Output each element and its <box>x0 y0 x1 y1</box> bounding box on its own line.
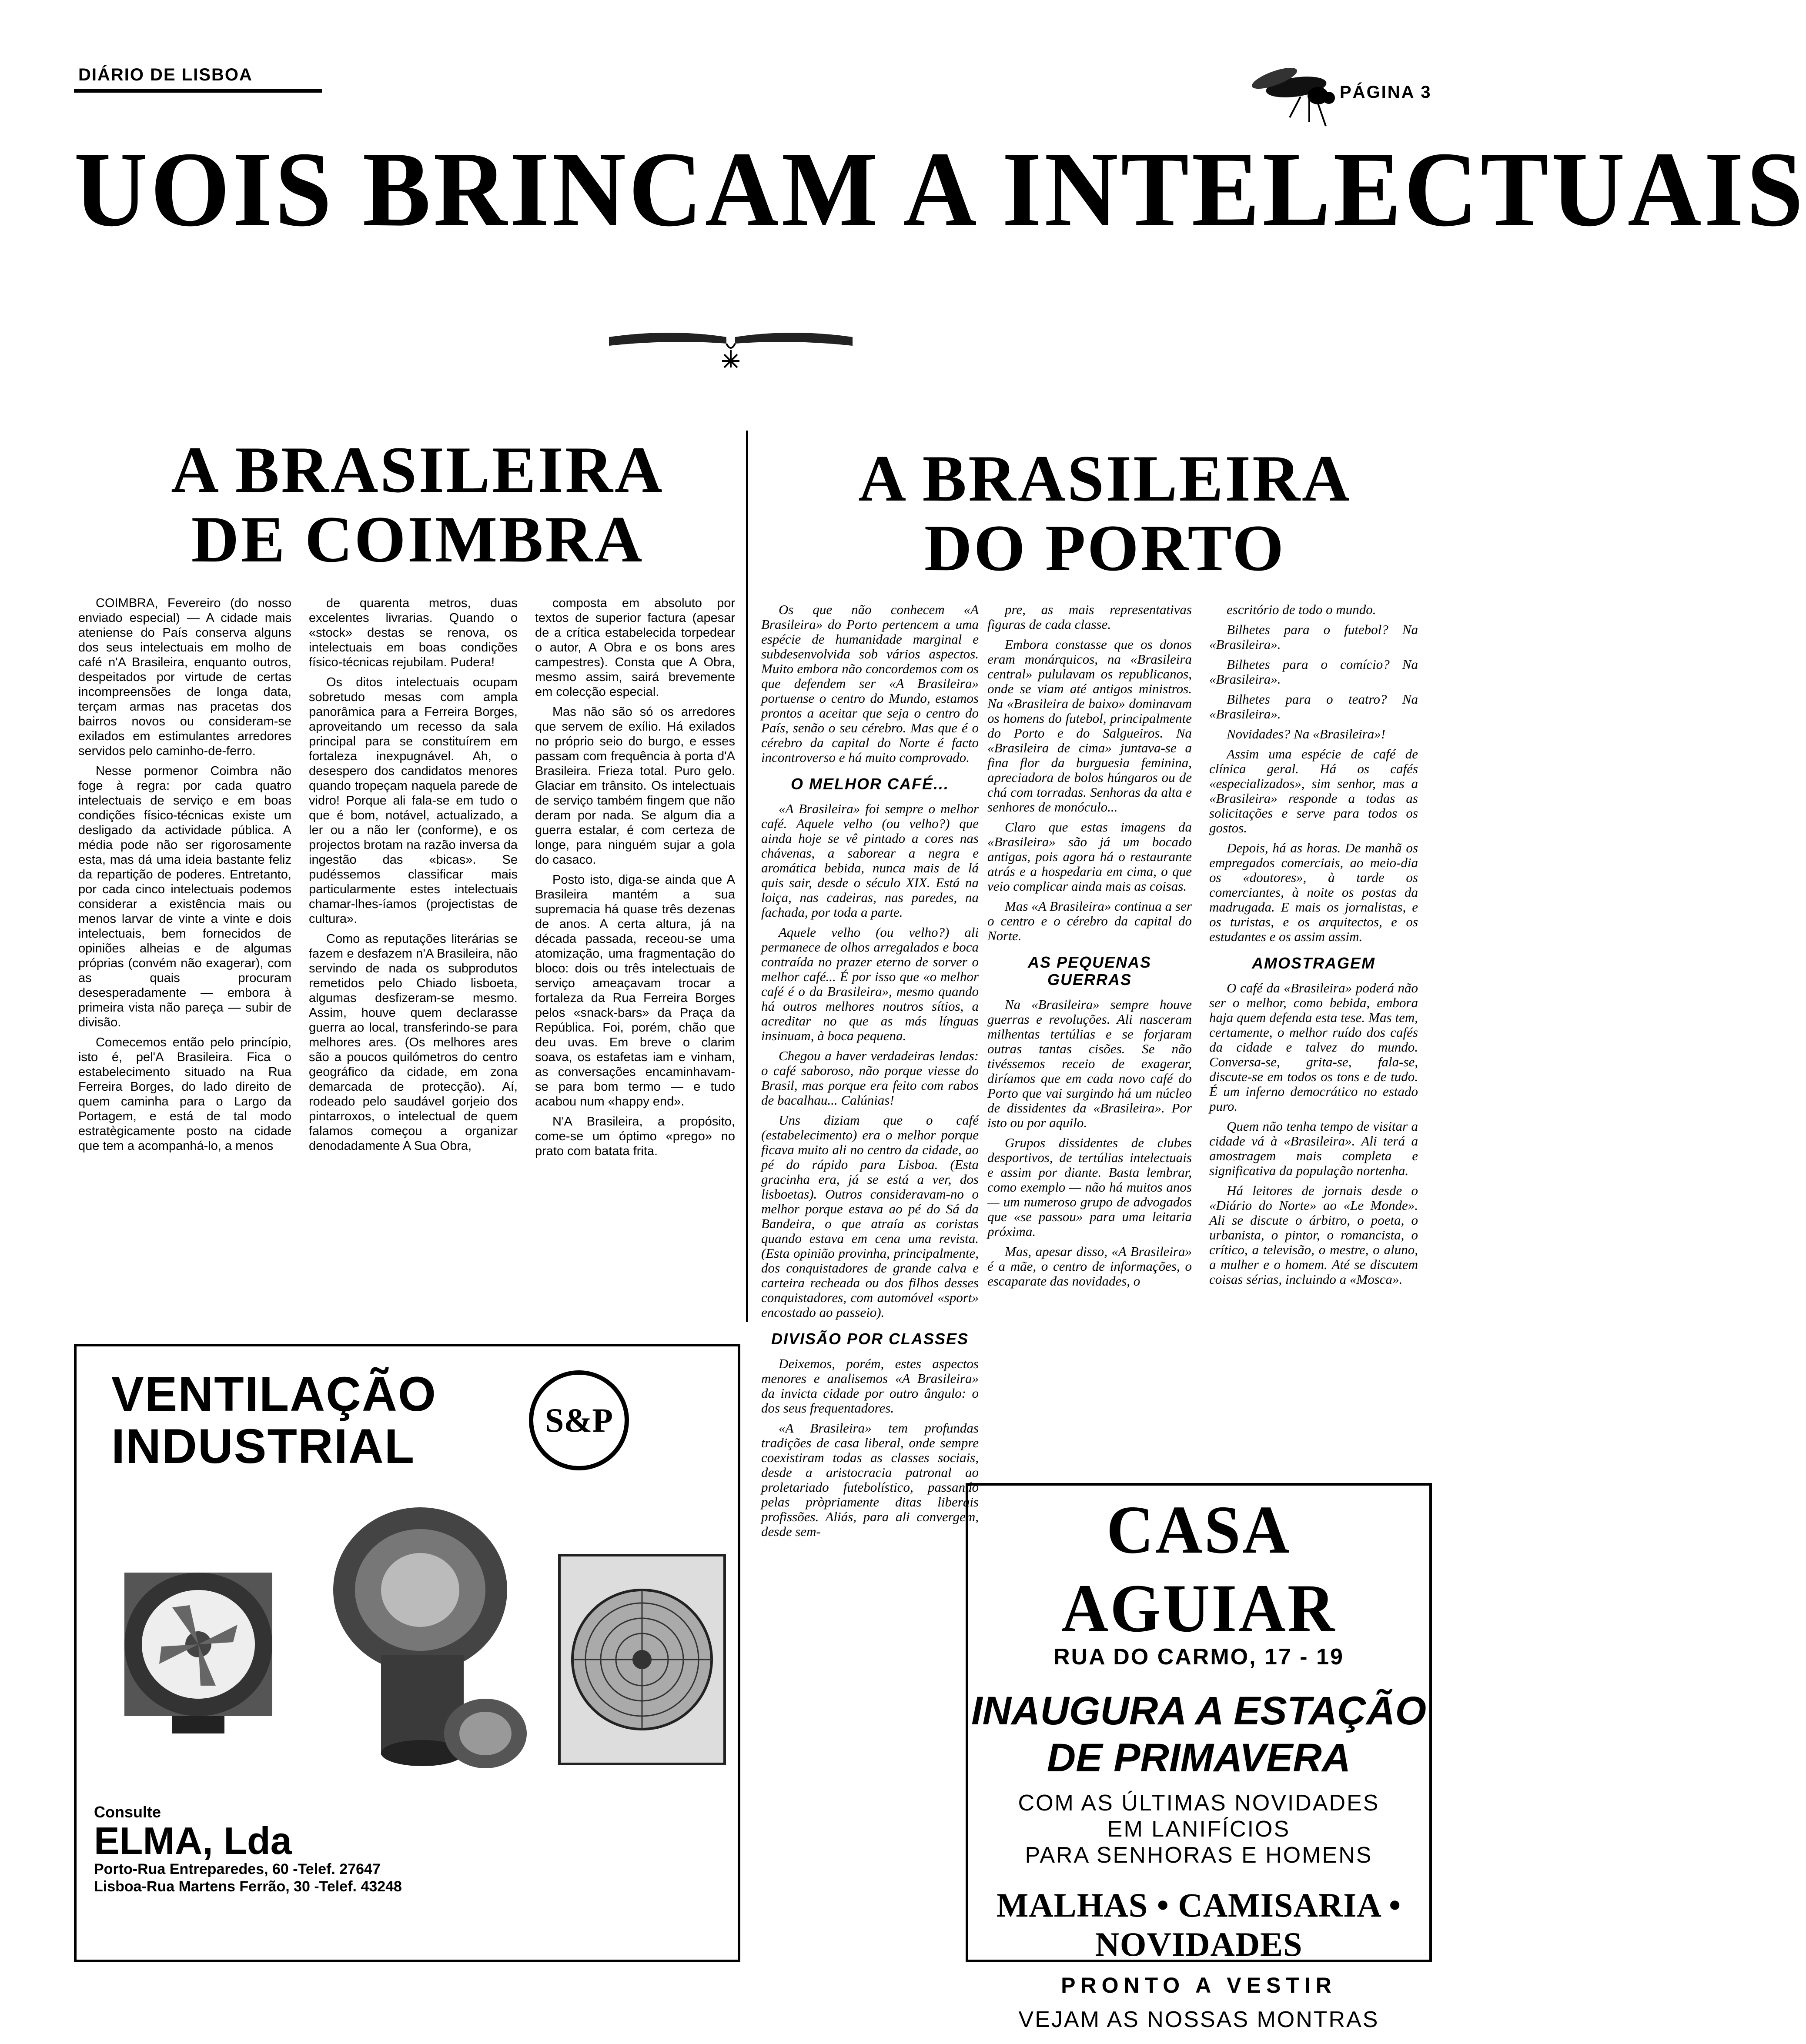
ad-ventilacao-industrial <box>74 1344 740 1962</box>
page-title: UOIS BRINCAM A INTELECTUAIS <box>74 130 1806 249</box>
paragraph: Bilhetes para o teatro? Na «Brasileira». <box>1209 691 1418 721</box>
subhead-guerras: AS PEQUENAS GUERRAS <box>1027 953 1152 989</box>
paragraph: Mas não são só os arredores que servem de exílio. Há exilados no próprio seio do burgo, e esses passam com frequência à porta d'A Brasileira. Frieza total. Puro gelo. Glaciar em trânsito. Os intelectuais de serviço também fingem que não deram por nada. Se algum dia a guerra estalar, é com certeza de longe, para ninguém sujar a gola do casaco. <box>535 705 735 867</box>
paragraph: Bilhetes para o comício? Na «Brasileira». <box>1209 657 1418 687</box>
paragraph: pre, as mais representativas figuras de cada classe. <box>987 602 1192 632</box>
sp-logo <box>529 1370 629 1470</box>
subhead-amostragem: AMOSTRAGEM <box>1252 954 1375 972</box>
title-line: A BRASILEIRA <box>858 442 1351 515</box>
sp-logo-text: S&P <box>545 1401 613 1439</box>
paragraph: Mas, apesar disso, «A Brasileira» é a mãe, o centro de informações, o escaparate das novidades, o <box>987 1244 1192 1289</box>
ad-headline-line: VENTILAÇÃO <box>111 1367 437 1421</box>
ad-inaugura-line: INAUGURA A ESTAÇÃO <box>971 1689 1427 1733</box>
ad-title: CASA AGUIAR <box>1061 1492 1337 1647</box>
axial-fan-illustration <box>107 1520 290 1747</box>
paragraph: escritório de todo o mundo. <box>1227 602 1376 617</box>
coimbra-column-2 <box>309 596 518 1159</box>
ad-novidades-line: COM AS ÚLTIMAS NOVIDADES <box>1018 1790 1380 1816</box>
ad-inaugura <box>968 1687 1429 1781</box>
ad-novidades-line: EM LANIFÍCIOS <box>1107 1817 1291 1842</box>
paragraph: Uns diziam que o café (estabelecimento) era o melhor porque ficava muito ali no centro da cidade, ao pé do rápido para Lisboa. (Esta gracinha era, já se está a ver, dos lisboetas). Outros consideravam-no o melhor porque estava ao pé do Sá da Bandeira, o que atraía as coristas quando estava em cena uma revista. (Esta opinião provinha, principalmente, dos conquistadores de grande calva e carteira recheada ou dos filhos desses conquistadores, com automóvel «sport» encostado ao passeio). <box>761 1112 979 1320</box>
ad-inaugura-line: DE PRIMAVERA <box>1047 1736 1351 1780</box>
coimbra-column-1 <box>78 596 291 1159</box>
paragraph: composta em absoluto por textos de superior factura (apesar de a crítica estabelecida torpedear o autor, A Obra e os bons ares campestres). Consta que A Obra, mesmo assim, sairá brevemente em colecção especial. <box>535 596 735 699</box>
paragraph: «A Brasileira» tem profundas tradições de casa liberal, onde sempre coexistiram todas as classes sociais, desde a aristocracia patronal ao proletariado futebolístico, passando pelas pròpriamente ditas liberais profissões. Aliás, para ali convergem, desde sem- <box>761 1420 979 1539</box>
paragraph: Grupos dissidentes de clubes desportivos, de tertúlias intelectuais e assim por diante. Basta lembrar, como exemplo — não há muitos anos — um numeroso grupo de advogados que «se passou» para uma leitaria próxima. <box>987 1135 1192 1239</box>
porto-column-3 <box>1209 602 1418 1292</box>
subhead-divisao: DIVISÃO POR CLASSES <box>771 1330 969 1348</box>
ad-address: Lisboa-Rua Martens Ferrão, 30 -Telef. 43248 <box>94 1878 402 1895</box>
paragraph: Assim uma espécie de café de clínica geral. Há os cafés «especializados», sim senhor, mas a «Brasileira» responde a todas as solicitações e serve para todos os gostos. <box>1209 746 1418 835</box>
paragraph: Depois, há as horas. De manhã os empregados comerciais, ao meio-dia os «doutores», à tarde os comerciantes, à noite os postas da madrugada. E mais os jornalistas, e os turistas, e os arquitectos, e os estudantes e os assim assim. <box>1209 840 1418 944</box>
header-rule <box>74 89 322 93</box>
column-divider <box>746 431 748 1322</box>
paragraph: «A Brasileira» foi sempre o melhor café. Aquele velho (ou velho?) que ainda hoje se vê pintado a cores nas chávenas, a saborear a negra e aromática bebida, nunca mais de lá quis sair, desde o século XIX. Está na loiça, nas cadeiras, nas paredes, na fachada, por toda a parte. <box>761 801 979 920</box>
paragraph: Como as reputações literárias se fazem e desfazem n'A Brasileira, não servindo de nada os subprodutos remetidos pelo Chiado lisboeta, algumas desfizeram-se mesmo. Assim, houve quem declarasse guerra ao local, transferindo-se para melhores ares. (Os melhores ares são a poucos quilómetros do centro geográfico da cidade, em zona demarcada de protecção). Aí, rodeado pelo saudável gorjeio dos pintarroxos, o intelectual de quem falamos começou a organizar denodadamente A Sua Obra, <box>309 932 518 1153</box>
paragraph: COIMBRA, Fevereiro (do nosso enviado especial) — A cidade mais ateniense do País conserva alguns dos seus intelectuais em molho de café n'A Brasileira, enquanto outros, despeitados por virtude de certas incompreensões de longa data, terçam armas nas pracetas dos bairros novos ou consideram-se exilados em estimulantes arredores servidos pelo caminho-de-ferro. <box>78 596 291 758</box>
paragraph: Nesse pormenor Coimbra não foge à regra: por cada quatro intelectuais de serviço e em boas condições físico-técnicas existe um desligado da actividade pública. A média pode não ser rigorosamente esta, mas dá uma ideia bastante feliz da repartição de poderes. Entretanto, por cada cinco intelectuais podemos considerar a existência mais ou menos larvar de vinte a vinte e dois intelectuais, bem fornecidos de opiniões alheias e de algumas próprias (convém não exagerar), com as quais procuram desesperadamente — embora à primeira vista não pareça — subir de divisão. <box>78 764 291 1029</box>
paragraph: Novidades? Na «Brasileira»! <box>1227 726 1386 741</box>
ad-novidades <box>968 1790 1429 1868</box>
paragraph: Há leitores de jornais desde o «Diário do Norte» ao «Le Monde». Ali se discute o árbitro, o poeta, o urbanista, o pintor, o romancista, o crítico, a televisão, o mestre, o aluno, a mulher e o homem. Até se discutem coisas sérias, incluindo a «Mosca». <box>1209 1183 1418 1287</box>
paragraph: Deixemos, porém, estes aspectos menores e analisemos «A Brasileira» da invicta cidade por outro ângulo: o dos seus frequentadores. <box>761 1356 979 1416</box>
paragraph: O café da «Brasileira» poderá não ser o melhor, como bebida, embora haja quem defenda esta tese. Mas tem, certamente, o melhor ruído dos cafés da cidade e talvez do mundo. Conversa-se, grita-se, fala-se, discute-se em todos os tons e de tudo. É um inferno democrático no estado puro. <box>1209 980 1418 1114</box>
paragraph: Comecemos então pelo princípio, isto é, pel'A Brasileira. Fica o estabelecimento situado na Rua Ferreira Borges, do lado direito de quem caminha para o Largo da Portagem, e está de tal modo estratègicamente posto na cidade que tem a acompanhá-lo, a menos <box>78 1035 291 1153</box>
article-title-coimbra <box>165 435 670 574</box>
paragraph: Na «Brasileira» sempre houve guerras e revoluções. Ali nasceram milhentas tertúlias e se forjaram outras tantas cisões. Se não tivéssemos receio de exagerar, diríamos que em cada novo café do Porto que vai surgindo há um núcleo de dissidentes da «Brasileira». Por isto ou por aquilo. <box>987 997 1192 1130</box>
porto-column-1 <box>761 602 979 1544</box>
paragraph: Aquele velho (ou velho?) ali permanece de olhos arregalados e boca contraída no prazer eterno de sorver o melhor café... É por isso que «o melhor café é o da Brasileira», mesmo quando há outros melhores noutros sítios, a acreditar no que as más línguas insinuam, à boca pequena. <box>761 925 979 1043</box>
paragraph: Mas «A Brasileira» continua a ser o centro e o cérebro da capital do Norte. <box>987 898 1192 943</box>
title-line: DE COIMBRA <box>191 503 644 576</box>
ad-address: RUA DO CARMO, 17 - 19 <box>1054 1644 1344 1670</box>
fly-icon <box>1248 57 1348 139</box>
title-line: A BRASILEIRA <box>171 433 664 506</box>
ad-headline-line: INDUSTRIAL <box>111 1419 415 1473</box>
ad-pronto: PRONTO A VESTIR <box>1061 1973 1337 1997</box>
title-line: DO PORTO <box>924 511 1286 584</box>
centrifugal-fan-illustration <box>320 1490 538 1786</box>
ad-headline <box>111 1368 437 1473</box>
ad-contact <box>94 1803 402 1895</box>
ad-address: Porto-Rua Entreparedes, 60 -Telef. 27647 <box>94 1861 381 1877</box>
porto-column-2 <box>987 602 1192 1294</box>
paragraph: Bilhetes para o futebol? Na «Brasileira». <box>1209 622 1418 652</box>
paragraph: Posto isto, diga-se ainda que A Brasileira mantém a sua supremacia há quase três dezenas de anos. A certa altura, já na década passada, receou-se uma atomização, uma fragmentação do bloco: dois ou três intelectuais de serviço ameaçavam trocar a fortaleza da Rua Ferreira Borges pelos «snack-bars» da Praça da República. Foi, porém, chão que deu uvas. Em breve o clarim soava, os estafetas iam e vinham, as conversações encaminhavam-se para bom termo — e tudo acabou num «happy end». <box>535 873 735 1109</box>
wall-fan-illustration <box>555 1551 729 1768</box>
paragraph: Os ditos intelectuais ocupam sobretudo mesas com ampla panorâmica para a Ferreira Borges, aproveitando um recesso da sala principal para se constituírem em fortaleza inexpugnável. Ah, o desespero dos candidatos menores quando tropeçam naquela parede de vidro! Porque ali fala-se em tudo o que é bom, notável, actualizado, a ler ou a não ler (conforme), e os projectos brotam na razão inversa da ingestão das «bicas». Se pudéssemos classificar mais particularmente estes intelectuais chamar-lhes-íamos (projectistas de cultura». <box>309 675 518 926</box>
ad-consulte: Consulte <box>94 1803 161 1821</box>
paragraph: de quarenta metros, duas excelentes livrarias. Quando o «stock» destas se renova, os intelectuais em boas condições físico-técnicas rejubilam. Pudera! <box>309 596 518 669</box>
ad-malhas: MALHAS • CAMISARIA • NOVIDADES <box>996 1886 1401 1963</box>
paragraph: Embora constasse que os donos eram monárquicos, na «Brasileira central» pululavam os republicanos, onde se viam até antigos ministros. Na «Brasileira de baixo» dominavam os homens do futebol, principalmente do Porto e do Salgueiros. Na «Brasileira de cima» juntava-se a fina flor da burguesia feminina, apreciadora de bolos húngaros ou de chá com torradas. Senhoras da alta e senhores de monóculo... <box>987 637 1192 815</box>
newspaper-name: DIÁRIO DE LISBOA <box>78 65 253 84</box>
paragraph: Claro que estas imagens da «Brasileira» são já um bocado antigas, pois agora há o restaurante atrás e a hospedaria em cima, o que veio complicar ainda mais as coisas. <box>987 819 1192 894</box>
paragraph: N'A Brasileira, a propósito, come-se um óptimo «prego» no prato com batata frita. <box>535 1115 735 1158</box>
coimbra-column-3 <box>535 596 735 1164</box>
ad-montras: VEJAM AS NOSSAS MONTRAS <box>1018 2007 1379 2032</box>
paragraph: Os que não conhecem «A Brasileira» do Porto pertencem a uma espécie de humanidade marginal e subdesenvolvida sob vários aspectos. Muito embora não concordemos com os que defendem ser «A Brasileira» portuense o centro do Mundo, estamos prontos a aceitar que seja o centro do País, senão o seu cérebro. Mas que é o cérebro da capital do Norte é facto incontroverso e há muito comprovado. <box>761 602 979 765</box>
paragraph: Chegou a haver verdadeiras lendas: o café saboroso, não porque viesse do Brasil, mas porque era feito com rabos de bacalhau... Calúnias! <box>761 1048 979 1108</box>
subhead-melhor-cafe: O MELHOR CAFÉ... <box>791 775 949 793</box>
ornament-icon <box>605 320 857 381</box>
ad-casa-aguiar <box>966 1483 1432 2032</box>
paragraph: Quem não tenha tempo de visitar a cidade vá à «Brasileira». Ali terá a amostragem mais completa e significativa da população nortenha. <box>1209 1119 1418 1178</box>
article-title-porto <box>779 444 1431 583</box>
ad-novidades-line: PARA SENHORAS E HOMENS <box>1025 1843 1373 1868</box>
page-number: PÁGINA 3 <box>1340 83 1432 102</box>
ad-company: ELMA, Lda <box>94 1819 292 1862</box>
